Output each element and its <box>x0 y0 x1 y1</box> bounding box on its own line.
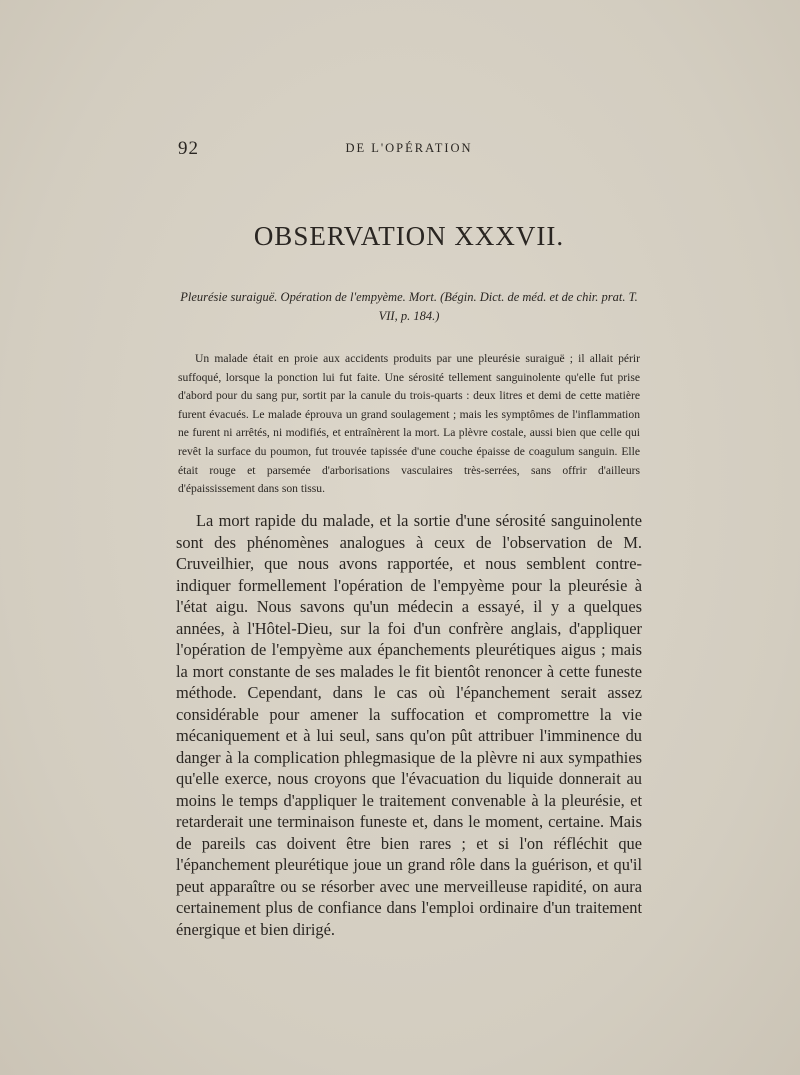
commentary-paragraph: La mort rapide du malade, et la sortie d'une sérosité sanguinolente sont des phénomènes analogues à ceux de l'observation de M. Cruveilhier, que nous avons rapportée, et nous semblent contre-indiquer formellement l'opération de l'empyème pour la pleurésie à l'état aigu. Nous savons qu'un médecin a essayé, il y a quelques années, à l'Hôtel-Dieu, sur la foi d'un confrère anglais, d'appliquer l'opération de l'empyème aux épanchements pleurétiques aigus ; mais la mort constante de ses malades le fit bientôt renoncer à cette funeste méthode. Cependant, dans le cas où l'épanchement serait assez considérable pour amener la suffocation et compromettre la vie mécaniquement et à lui seul, sans qu'on pût attribuer l'imminence du danger à la complication phlegmasique de la plèvre ni aux sympathies qu'elle exerce, nous croyons que l'évacuation du liquide donnerait au moins le temps d'appliquer le traitement convenable à la pleurésie, et retarderait une terminaison funeste et, dans le moment, certaine. Mais de pareils cas doivent être bien rares ; et si l'on réfléchit que l'épanchement pleurétique joue un grand rôle dans la guérison, et qu'il peut apparaître ou se résorber avec une merveilleuse rapidité, on aura certainement plus de confiance dans l'emploi ordinaire d'un traitement énergique et bien dirigé. <box>176 511 642 939</box>
case-paragraph: Un malade était en proie aux accidents produits par une pleurésie suraiguë ; il allait périr suffoqué, lorsque la ponction lui fut faite. Une sérosité tellement sanguinolente qu'elle fut prise d'abord pour du sang pur, sortit par la canule du trois-quarts : deux litres et demi de cette matière furent évacués. Le malade éprouva un grand soulagement ; mais les symptômes de l'inflammation ne furent ni arrêtés, ni modifiés, et entraînèrent la mort. La plèvre costale, aussi bien que celle qui revêt la surface du poumon, fut trouvée tapissée d'une couche épaisse de coagulum sanguin. Elle était rouge et parsemée d'arborisations vasculaires très-serrées, sans offrir d'ailleurs d'épaississement dans son tissu. <box>178 352 640 496</box>
running-head <box>178 138 640 162</box>
case-description <box>178 350 640 499</box>
observation-title: OBSERVATION XXXVII. <box>253 221 565 251</box>
commentary <box>176 510 642 940</box>
page-number: 92 <box>178 138 199 159</box>
observation-citation: Pleurésie suraiguë. Opération de l'empyème. Mort. (Bégin. Dict. de méd. et de chir. prat. T. VII, p. 184.) <box>180 290 638 323</box>
running-title: DE L'OPÉRATION <box>345 141 473 155</box>
